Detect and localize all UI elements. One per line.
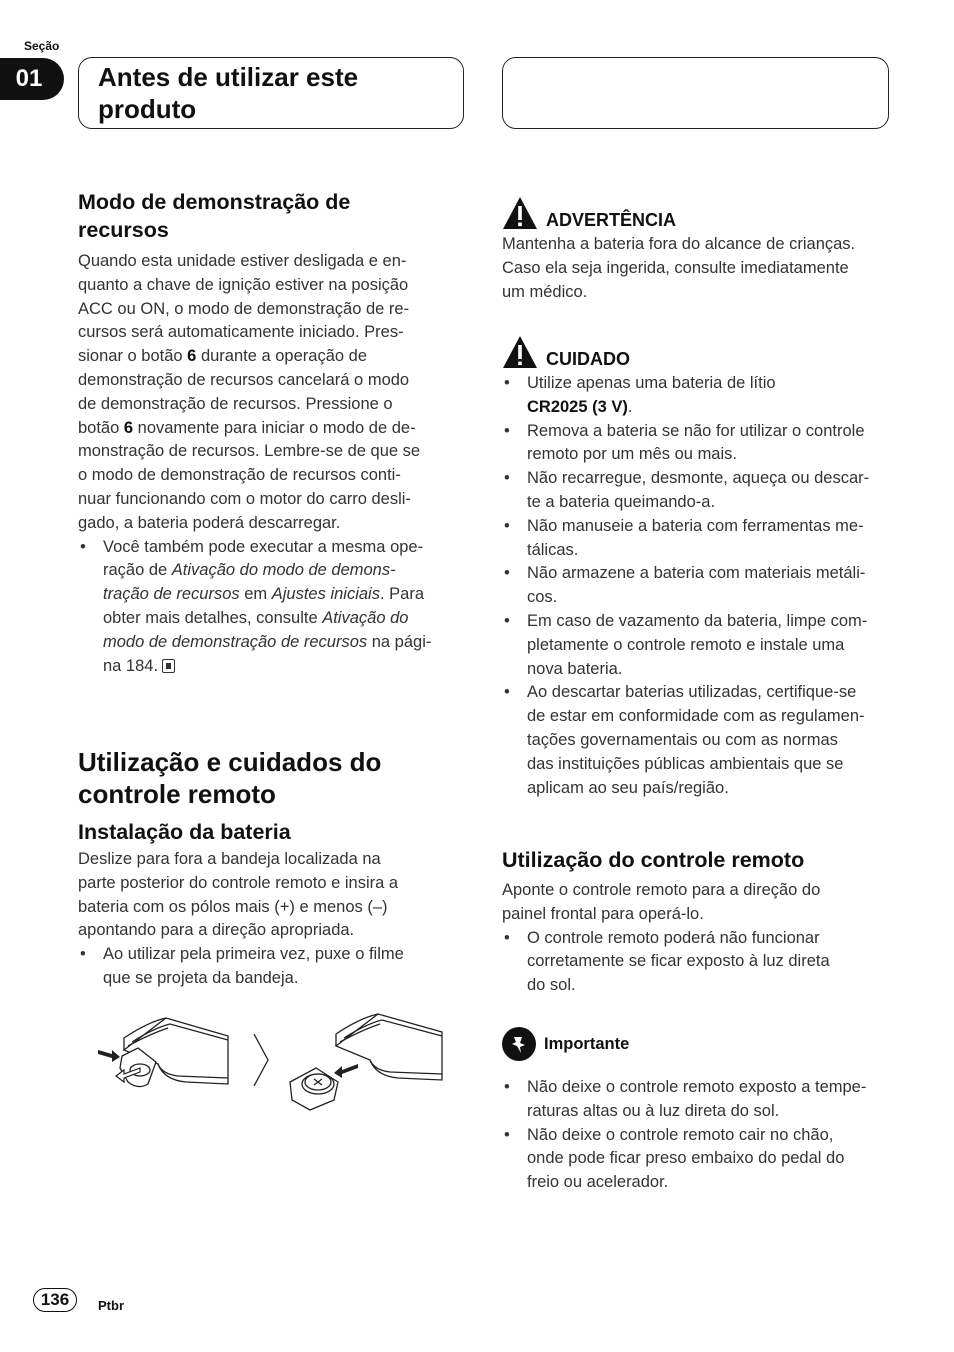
warning-section <box>502 192 890 304</box>
battery-install-illustration <box>88 1010 448 1118</box>
important-heading: Importante <box>502 1027 890 1061</box>
usage-paragraph: Aponte o controle remoto para a direção do painel frontal para operá-lo. <box>502 881 821 923</box>
important-list <box>502 1076 890 1195</box>
list-item: • O controle remoto poderá não funcionar corretamente se ficar exposto à luz direta do sol. <box>502 927 890 998</box>
caution-icon <box>502 335 538 369</box>
header-empty-box <box>502 57 889 129</box>
list-item: • Utilize apenas uma bateria de lítio CR2025 (3 V). <box>502 372 890 420</box>
list-item: • Não manuseie a bateria com ferramentas me- tálicas. <box>502 515 890 563</box>
demo-section <box>78 188 466 678</box>
list-item: • Ao utilizar pela primeira vez, puxe o filme que se projeta da bandeja. <box>78 943 466 991</box>
list-item: • Ao descartar baterias utilizadas, certifique-se de estar em conformidade com as regulamen- tações governamentais ou com as normas das instituições públicas ambientais que se aplicam ao seu país/região. <box>502 681 890 800</box>
warning-heading: ADVERTÊNCIA <box>502 192 890 230</box>
usage-heading: Utilização do controle remoto <box>502 848 805 872</box>
section-number: 01 <box>0 58 64 100</box>
caution-section <box>502 331 890 800</box>
remote-section <box>78 746 466 991</box>
caution-heading: CUIDADO <box>502 331 890 369</box>
list-item: • Você também pode executar a mesma ope- ração de Ativação do modo de demons- tração de recursos em Ajustes iniciais. Para obter mais detalhes, consulte Ativação do modo de demonstração de recursos na pági- na 184. <box>78 536 466 679</box>
warning-icon <box>502 196 538 230</box>
caution-list <box>502 372 890 800</box>
page-number: 136 <box>33 1288 77 1312</box>
demo-paragraph: Quando esta unidade estiver desligada e en- quanto a chave de ignição estiver na posição ACC ou ON, o modo de demonstração de re- cursos será automaticamente iniciado. Pres- sionar o botão 6 durante a operação de demonstração de recursos cancelará o modo de demonstração de recursos. Pressione o botão 6 novamente para iniciar o modo de de- monstração de recursos. Lembre-se de que se o modo de demonstração de recursos conti- nuar funcionando com o motor do carro desli- gado, a bateria poderá descarregar. <box>78 252 421 532</box>
list-item: • Remova a bateria se não for utilizar o controle remoto por um mês ou mais. <box>502 420 890 468</box>
important-icon <box>502 1027 536 1061</box>
important-section <box>502 1027 890 1195</box>
end-mark-icon <box>162 659 175 673</box>
list-item: • Não deixe o controle remoto cair no chão, onde pode ficar preso embaixo do pedal do freio ou acelerador. <box>502 1124 890 1195</box>
section-label: Seção <box>24 39 60 53</box>
usage-bullets <box>502 927 890 998</box>
list-item: • Não armazene a bateria com materiais metáli- cos. <box>502 562 890 610</box>
install-heading: Instalação da bateria <box>78 820 291 844</box>
remote-heading: Utilização e cuidados do controle remoto <box>78 747 382 809</box>
header-title-box <box>78 57 464 129</box>
demo-heading: Modo de demonstração de recursos <box>78 190 351 242</box>
warning-text: Mantenha a bateria fora do alcance de crianças. Caso ela seja ingerida, consulte imediatamente um médico. <box>502 235 856 301</box>
page-title: Antes de utilizar este produto <box>98 62 359 124</box>
install-paragraph: Deslize para fora a bandeja localizada na parte posterior do controle remoto e insira a bateria com os pólos mais (+) e menos (–) apontando para a direção apropriada. <box>78 850 399 940</box>
usage-section <box>502 846 890 998</box>
demo-bullets <box>78 536 466 679</box>
list-item: • Não recarregue, desmonte, aqueça ou descar- te a bateria queimando-a. <box>502 467 890 515</box>
list-item: • Não deixe o controle remoto exposto a tempe- raturas altas ou à luz direta do sol. <box>502 1076 890 1124</box>
list-item: • Em caso de vazamento da bateria, limpe com- pletamente o controle remoto e instale uma nova bateria. <box>502 610 890 681</box>
language-label: Ptbr <box>98 1298 124 1313</box>
install-bullets <box>78 943 466 991</box>
